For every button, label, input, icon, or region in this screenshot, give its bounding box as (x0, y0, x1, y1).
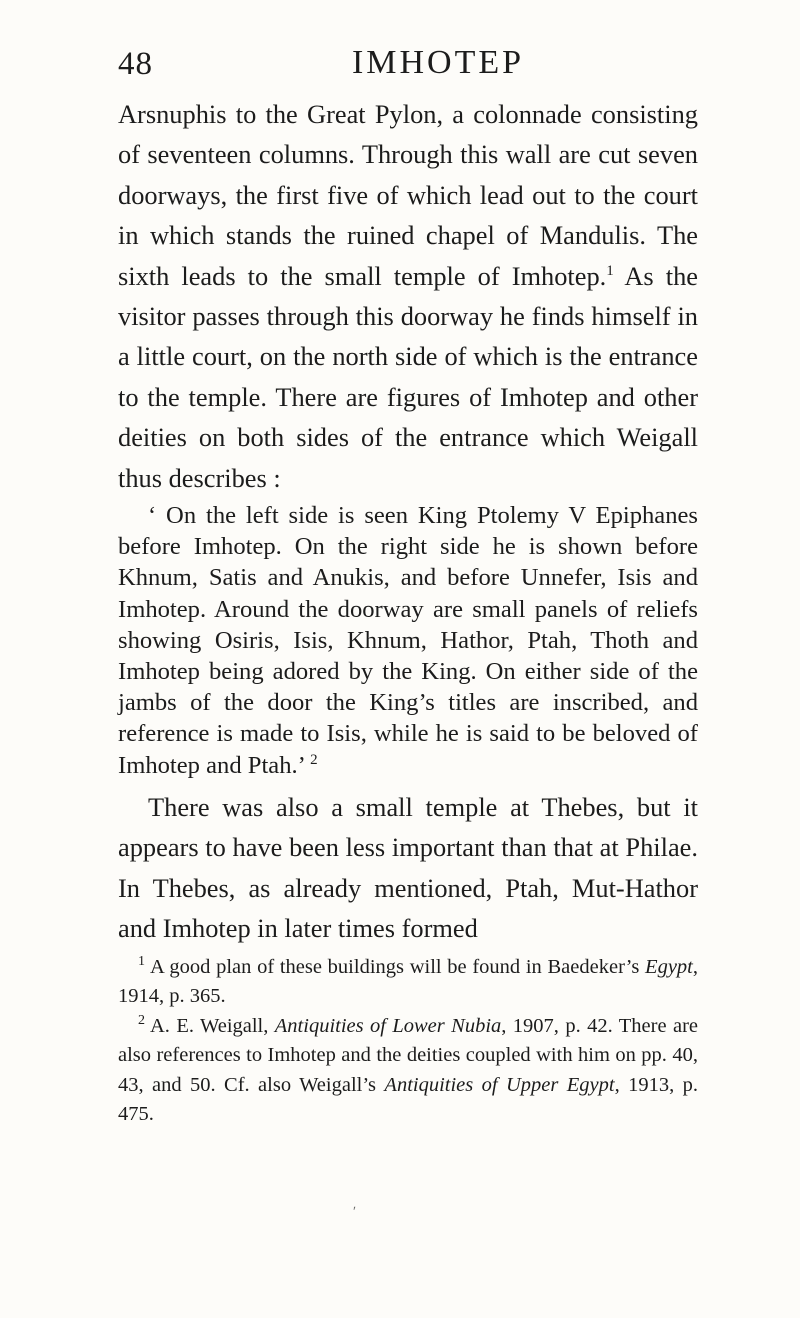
footnote-reference: 1 (606, 262, 614, 279)
footnote-1 (118, 953, 698, 1012)
footnote-marker: 2 (138, 1012, 145, 1028)
main-text-continued (118, 787, 698, 949)
footnote-title: Antiquities of Lower Nubia (274, 1014, 502, 1037)
footnote-title: Antiquities of Upper Egypt (384, 1073, 615, 1096)
main-text (118, 94, 698, 498)
paragraph-text: As the visitor passes through this doorway he finds himself in a little court, on the north side of which is the entrance to the temple. There are figures of Imhotep and other deities on both sides of the entrance which Weigall thus describes : (118, 260, 698, 493)
quote-text: ‘ On the left side is seen King Ptolemy V Epiphanes before Imhotep. On the right side he is shown before Khnum, Satis and Anukis, and before Unnefer, Isis and Imhotep. Around the doorway are small panels of reliefs showing Osiris, Isis, Khnum, Hathor, Ptah, Thoth and Imhotep being adored by the King. On either side of the jambs of the door the King’s titles are inscribed, and reference is made to Isis, while he is said to be beloved of Imhotep and Ptah.’ (118, 502, 698, 779)
stray-mark-icon: ʹ (353, 1205, 357, 1220)
footnote-text: , 1907, p. 42. There are also references to Imhotep and the deities coupled with him on pp. 40, 43, and 50. Cf. also Weigall’s (118, 1014, 698, 1096)
page-header (118, 40, 698, 94)
block-quote (118, 500, 698, 781)
footnote-title: Egypt (645, 955, 693, 978)
footnote-2 (118, 1012, 698, 1130)
book-page (118, 40, 698, 1130)
footnote-text: A. E. Weigall, (150, 1014, 275, 1037)
footnote-marker: 1 (138, 953, 145, 969)
footnotes (118, 953, 698, 1131)
running-head: IMHOTEP (351, 44, 525, 81)
footnote-text: , 1913, p. 475. (118, 1073, 698, 1126)
paragraph (118, 94, 698, 498)
footnote-reference: 2 (310, 751, 318, 768)
paragraph: There was also a small temple at Thebes, but it appears to have been less important than that at Philae. In Thebes, as already mentioned, Ptah, Mut-Hathor and Imhotep in later times formed (118, 791, 698, 944)
paragraph-text: Arsnuphis to the Great Pylon, a colonnade consisting of seventeen columns. Through this wall are cut seven doorways, the first five of which lead out to the court in which stands the ruined chapel of Mandulis. The sixth leads to the small temple of Imhotep. (118, 99, 698, 291)
page-number: 48 (118, 46, 153, 82)
footnote-text: , 1914, p. 365. (118, 955, 698, 1008)
footnote-text: A good plan of these buildings will be found in Baedeker’s (150, 955, 646, 978)
